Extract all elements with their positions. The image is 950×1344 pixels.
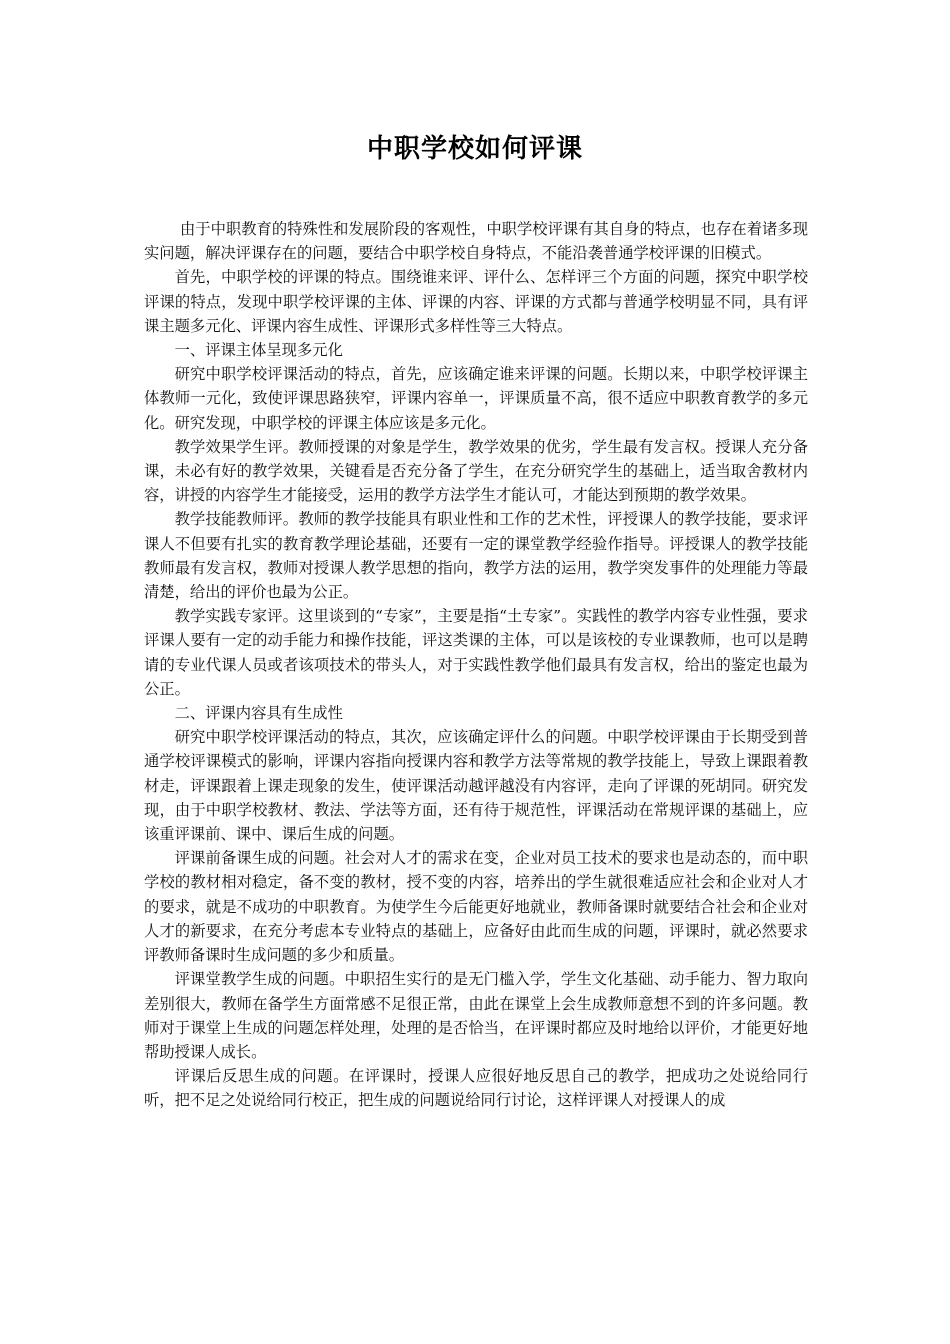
paragraph-intro: 由于中职教育的特殊性和发展阶段的客观性，中职学校评课有其自身的特点，也存在着诸多现实问题，解决评课存在的问题，要结合中职学校自身特点，不能沿袭普通学校评课的旧模式。	[144, 220, 808, 263]
section-heading-1: 一、评课主体呈现多元化	[174, 341, 343, 360]
paragraph-teacher-evaluation: 教学技能教师评。教师的教学技能具有职业性和工作的艺术性，评授课人的教学技能，要求评课人不但要有扎实的教育教学理论基础，还要有一定的课堂教学经验作指导。评授课人的教学技能教师最有发言权，教师对授课人教学思想的指向，教学方法的运用，教学突发事件的处理能力等最清楚，给出的评价也最为公正。	[144, 510, 808, 602]
paragraph-post-class: 评课后反思生成的问题。在评课时，授课人应很好地反思自己的教学，把成功之处说给同行听，把不足之处说给同行校正，把生成的问题说给同行讨论，这样评课人对授课人的成	[144, 1067, 808, 1110]
paragraph-pre-class: 评课前备课生成的问题。社会对人才的需求在变，企业对员工技术的要求也是动态的，而中职学校的教材相对稳定，备不变的教材，授不变的内容，培养出的学生就很难适应社会和企业对人才的要求，就是不成功的中职教育。为使学生今后能更好地就业，教师备课时就要结合社会和企业对人才的新要求，在充分考虑本专业特点的基础上，应备好由此而生成的问题，评课时，就必然要求评教师备课时生成问题的多少和质量。	[144, 849, 808, 965]
section-heading-2: 二、评课内容具有生成性	[174, 704, 343, 723]
paragraph-first-point: 首先，中职学校的评课的特点。围绕谁来评、评什么、怎样评三个方面的问题，探究中职学校评课的特点，发现中职学校评课的主体、评课的内容、评课的方式都与普通学校明显不同，具有评课主题多元化、评课内容生成性、评课形式多样性等三大特点。	[144, 268, 808, 335]
paragraph-evaluator-diversity: 研究中职学校评课活动的特点，首先，应该确定谁来评课的问题。长期以来，中职学校评课主体教师一元化，致使评课思路狭窄，评课内容单一，评课质量不高，很不适应中职教育教学的多元化。研究发现，中职学校的评课主体应该是多元化。	[144, 365, 808, 432]
paragraph-content-generative: 研究中职学校评课活动的特点，其次，应该确定评什么的问题。中职学校评课由于长期受到普通学校评课模式的影响，评课内容指向授课内容和教学方法等常规的教学技能上，导致上课跟着教材走，评课跟着上课走现象的发生，使评课活动越评越没有内容评，走向了评课的死胡同。研究发现，由于中职学校教材、教法、学法等方面，还有待于规范性，评课活动在常规评课的基础上，应该重评课前、课中、课后生成的问题。	[144, 728, 808, 844]
paragraph-in-class: 评课堂教学生成的问题。中职招生实行的是无门槛入学，学生文化基础、动手能力、智力取向差别很大，教师在备学生方面常感不足很正常，由此在课堂上会生成教师意想不到的许多问题。教师对于课堂上生成的问题怎样处理，处理的是否恰当，在评课时都应及时地给以评价，才能更好地帮助授课人成长。	[144, 970, 808, 1061]
paragraph-student-evaluation: 教学效果学生评。教师授课的对象是学生，教学效果的优劣，学生最有发言权。授课人充分备课，未必有好的教学效果，关键看是否充分备了学生，在充分研究学生的基础上，适当取舍教材内容，讲授的内容学生才能接受，运用的教学方法学生才能认可，才能达到预期的教学效果。	[144, 437, 808, 505]
document-title: 中职学校如何评课	[366, 134, 583, 164]
paragraph-expert-evaluation: 教学实践专家评。这里谈到的“专家”，主要是指“土专家”。实践性的教学内容专业性强，要求评课人要有一定的动手能力和操作技能，评这类课的主体，可以是该校的专业课教师，也可以是聘请的专业代课人员或者该项技术的带头人，对于实践性教学他们最具有发言权，给出的鉴定也最为公正。	[144, 607, 808, 698]
document-body	[144, 217, 808, 1113]
